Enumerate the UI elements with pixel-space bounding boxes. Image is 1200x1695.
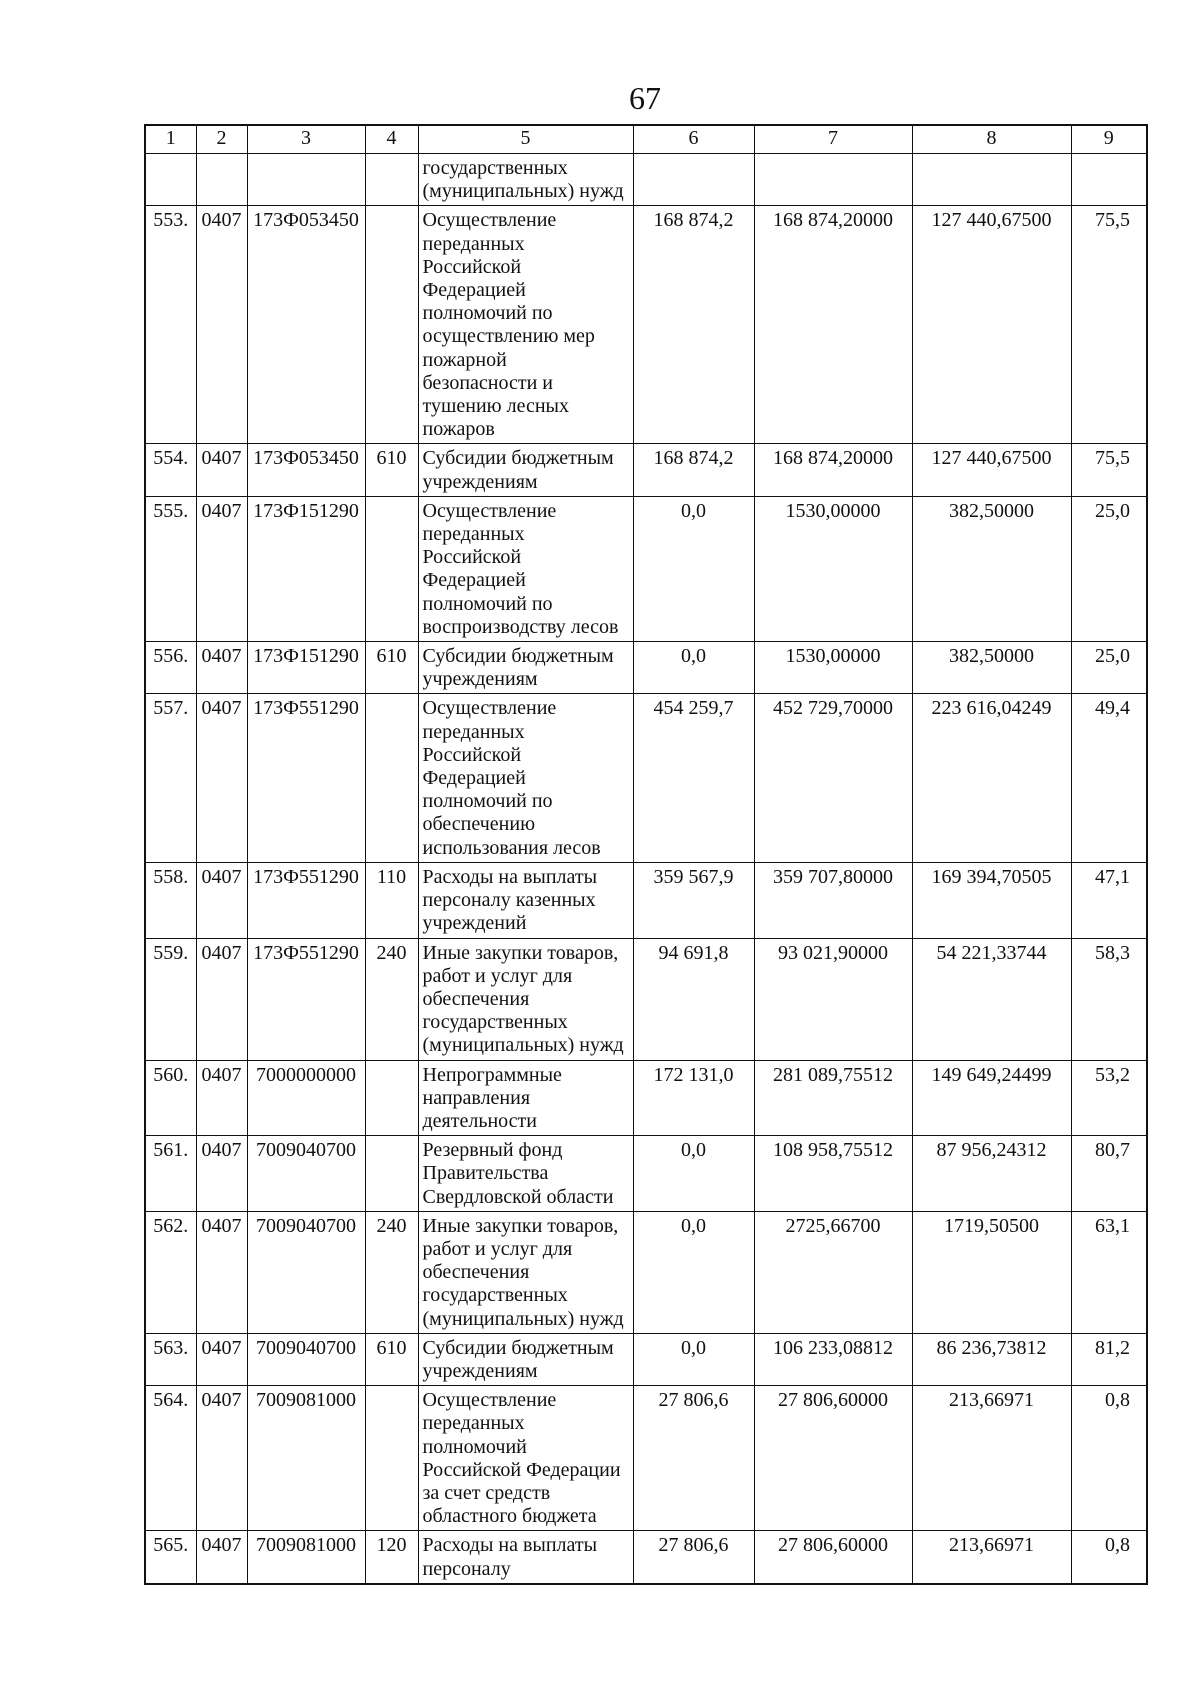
expense-type-cell	[365, 206, 418, 444]
percent-cell: 75,5	[1071, 444, 1147, 496]
description-cell: Расходы на выплаты персоналу	[418, 1531, 633, 1584]
planned-amount-cell: 454 259,7	[633, 694, 754, 862]
description-cell: Субсидии бюджетным учреждениям	[418, 642, 633, 694]
executed-amount-cell	[912, 154, 1071, 206]
executed-amount-cell: 382,50000	[912, 496, 1071, 641]
expense-type-cell: 240	[365, 938, 418, 1060]
revised-amount-cell: 1530,00000	[754, 642, 912, 694]
description-cell: Иные закупки товаров, работ и услуг для обеспечения государственных (муниципальных) нужд	[418, 1211, 633, 1333]
revised-amount-cell: 452 729,70000	[754, 694, 912, 862]
revised-amount-cell: 108 958,75512	[754, 1136, 912, 1212]
budget-table	[144, 124, 1148, 1585]
description-cell: Осуществление переданных полномочий Российской Федерации за счет средств областного бюджета	[418, 1386, 633, 1531]
description-cell: государственных (муниципальных) нужд	[418, 154, 633, 206]
row-number-cell: 558.	[145, 862, 196, 938]
revised-amount-cell: 168 874,20000	[754, 206, 912, 444]
percent-cell: 53,2	[1071, 1060, 1147, 1136]
table-row	[145, 862, 1147, 938]
section-code-cell: 0407	[196, 862, 247, 938]
percent-cell: 0,8	[1071, 1531, 1147, 1584]
column-header-2: 2	[196, 125, 247, 154]
description-cell: Осуществление переданных Российской Федерацией полномочий по воспроизводству лесов	[418, 496, 633, 641]
planned-amount-cell: 0,0	[633, 1333, 754, 1385]
section-code-cell: 0407	[196, 694, 247, 862]
section-code-cell: 0407	[196, 1136, 247, 1212]
target-code-cell: 7009081000	[247, 1386, 365, 1531]
percent-cell	[1071, 154, 1147, 206]
expense-type-cell: 240	[365, 1211, 418, 1333]
planned-amount-cell: 27 806,6	[633, 1386, 754, 1531]
table-row	[145, 1211, 1147, 1333]
section-code-cell: 0407	[196, 1333, 247, 1385]
revised-amount-cell: 359 707,80000	[754, 862, 912, 938]
table-row	[145, 1136, 1147, 1212]
target-code-cell: 173Ф551290	[247, 694, 365, 862]
target-code-cell: 173Ф053450	[247, 444, 365, 496]
table-row	[145, 1531, 1147, 1584]
executed-amount-cell: 127 440,67500	[912, 206, 1071, 444]
expense-type-cell: 610	[365, 1333, 418, 1385]
column-header-8: 8	[912, 125, 1071, 154]
planned-amount-cell: 168 874,2	[633, 444, 754, 496]
column-header-6: 6	[633, 125, 754, 154]
page-number: 67	[629, 80, 661, 116]
planned-amount-cell: 0,0	[633, 1136, 754, 1212]
section-code-cell: 0407	[196, 1531, 247, 1584]
column-header-5: 5	[418, 125, 633, 154]
table-body	[145, 154, 1147, 1584]
description-cell: Осуществление переданных Российской Федерацией полномочий по обеспечению использования лесов	[418, 694, 633, 862]
description-cell: Непрограммные направления деятельности	[418, 1060, 633, 1136]
row-number-cell	[145, 154, 196, 206]
row-number-cell: 560.	[145, 1060, 196, 1136]
row-number-cell: 554.	[145, 444, 196, 496]
percent-cell: 49,4	[1071, 694, 1147, 862]
planned-amount-cell: 0,0	[633, 1211, 754, 1333]
revised-amount-cell: 1530,00000	[754, 496, 912, 641]
row-number-cell: 555.	[145, 496, 196, 641]
column-header-9: 9	[1071, 125, 1147, 154]
percent-cell: 25,0	[1071, 496, 1147, 641]
executed-amount-cell: 223 616,04249	[912, 694, 1071, 862]
revised-amount-cell: 27 806,60000	[754, 1531, 912, 1584]
expense-type-cell	[365, 694, 418, 862]
table-row	[145, 938, 1147, 1060]
planned-amount-cell: 0,0	[633, 496, 754, 641]
target-code-cell: 7000000000	[247, 1060, 365, 1136]
table-row	[145, 444, 1147, 496]
revised-amount-cell: 27 806,60000	[754, 1386, 912, 1531]
row-number-cell: 557.	[145, 694, 196, 862]
planned-amount-cell: 359 567,9	[633, 862, 754, 938]
table-row	[145, 154, 1147, 206]
target-code-cell	[247, 154, 365, 206]
target-code-cell: 7009040700	[247, 1333, 365, 1385]
section-code-cell: 0407	[196, 444, 247, 496]
target-code-cell: 7009040700	[247, 1136, 365, 1212]
expense-type-cell	[365, 1136, 418, 1212]
expense-type-cell: 120	[365, 1531, 418, 1584]
revised-amount-cell: 2725,66700	[754, 1211, 912, 1333]
section-code-cell: 0407	[196, 206, 247, 444]
section-code-cell: 0407	[196, 642, 247, 694]
expense-type-cell	[365, 1060, 418, 1136]
percent-cell: 75,5	[1071, 206, 1147, 444]
row-number-cell: 553.	[145, 206, 196, 444]
executed-amount-cell: 169 394,70505	[912, 862, 1071, 938]
executed-amount-cell: 1719,50500	[912, 1211, 1071, 1333]
table-row	[145, 694, 1147, 862]
row-number-cell: 565.	[145, 1531, 196, 1584]
revised-amount-cell: 106 233,08812	[754, 1333, 912, 1385]
table-row	[145, 642, 1147, 694]
planned-amount-cell: 0,0	[633, 642, 754, 694]
percent-cell: 0,8	[1071, 1386, 1147, 1531]
row-number-cell: 561.	[145, 1136, 196, 1212]
section-code-cell: 0407	[196, 938, 247, 1060]
target-code-cell: 173Ф151290	[247, 642, 365, 694]
executed-amount-cell: 213,66971	[912, 1531, 1071, 1584]
description-cell: Субсидии бюджетным учреждениям	[418, 444, 633, 496]
section-code-cell	[196, 154, 247, 206]
description-cell: Резервный фонд Правительства Свердловской области	[418, 1136, 633, 1212]
description-cell: Осуществление переданных Российской Федерацией полномочий по осуществлению мер пожарной безопасности и тушению лесных пожаров	[418, 206, 633, 444]
planned-amount-cell	[633, 154, 754, 206]
executed-amount-cell: 213,66971	[912, 1386, 1071, 1531]
executed-amount-cell: 54 221,33744	[912, 938, 1071, 1060]
planned-amount-cell: 168 874,2	[633, 206, 754, 444]
revised-amount-cell: 281 089,75512	[754, 1060, 912, 1136]
column-header-1: 1	[145, 125, 196, 154]
expense-type-cell: 610	[365, 444, 418, 496]
revised-amount-cell: 93 021,90000	[754, 938, 912, 1060]
target-code-cell: 7009081000	[247, 1531, 365, 1584]
section-code-cell: 0407	[196, 1386, 247, 1531]
section-code-cell: 0407	[196, 1211, 247, 1333]
row-number-cell: 563.	[145, 1333, 196, 1385]
target-code-cell: 173Ф551290	[247, 862, 365, 938]
revised-amount-cell	[754, 154, 912, 206]
percent-cell: 81,2	[1071, 1333, 1147, 1385]
section-code-cell: 0407	[196, 1060, 247, 1136]
percent-cell: 80,7	[1071, 1136, 1147, 1212]
executed-amount-cell: 382,50000	[912, 642, 1071, 694]
percent-cell: 47,1	[1071, 862, 1147, 938]
target-code-cell: 173Ф551290	[247, 938, 365, 1060]
expense-type-cell	[365, 1386, 418, 1531]
description-cell: Субсидии бюджетным учреждениям	[418, 1333, 633, 1385]
executed-amount-cell: 86 236,73812	[912, 1333, 1071, 1385]
percent-cell: 63,1	[1071, 1211, 1147, 1333]
table-row	[145, 1333, 1147, 1385]
planned-amount-cell: 94 691,8	[633, 938, 754, 1060]
table-header-row	[145, 125, 1147, 154]
description-cell: Расходы на выплаты персоналу казенных учреждений	[418, 862, 633, 938]
executed-amount-cell: 87 956,24312	[912, 1136, 1071, 1212]
percent-cell: 25,0	[1071, 642, 1147, 694]
row-number-cell: 562.	[145, 1211, 196, 1333]
table-row	[145, 1060, 1147, 1136]
row-number-cell: 564.	[145, 1386, 196, 1531]
expense-type-cell: 110	[365, 862, 418, 938]
table-row	[145, 206, 1147, 444]
row-number-cell: 556.	[145, 642, 196, 694]
target-code-cell: 173Ф151290	[247, 496, 365, 641]
table-header	[145, 125, 1147, 154]
executed-amount-cell: 127 440,67500	[912, 444, 1071, 496]
target-code-cell: 173Ф053450	[247, 206, 365, 444]
row-number-cell: 559.	[145, 938, 196, 1060]
revised-amount-cell: 168 874,20000	[754, 444, 912, 496]
column-header-7: 7	[754, 125, 912, 154]
section-code-cell: 0407	[196, 496, 247, 641]
target-code-cell: 7009040700	[247, 1211, 365, 1333]
column-header-3: 3	[247, 125, 365, 154]
column-header-4: 4	[365, 125, 418, 154]
expense-type-cell: 610	[365, 642, 418, 694]
percent-cell: 58,3	[1071, 938, 1147, 1060]
description-cell: Иные закупки товаров, работ и услуг для обеспечения государственных (муниципальных) нужд	[418, 938, 633, 1060]
planned-amount-cell: 27 806,6	[633, 1531, 754, 1584]
executed-amount-cell: 149 649,24499	[912, 1060, 1071, 1136]
planned-amount-cell: 172 131,0	[633, 1060, 754, 1136]
table-row	[145, 496, 1147, 641]
table-row	[145, 1386, 1147, 1531]
expense-type-cell	[365, 496, 418, 641]
expense-type-cell	[365, 154, 418, 206]
